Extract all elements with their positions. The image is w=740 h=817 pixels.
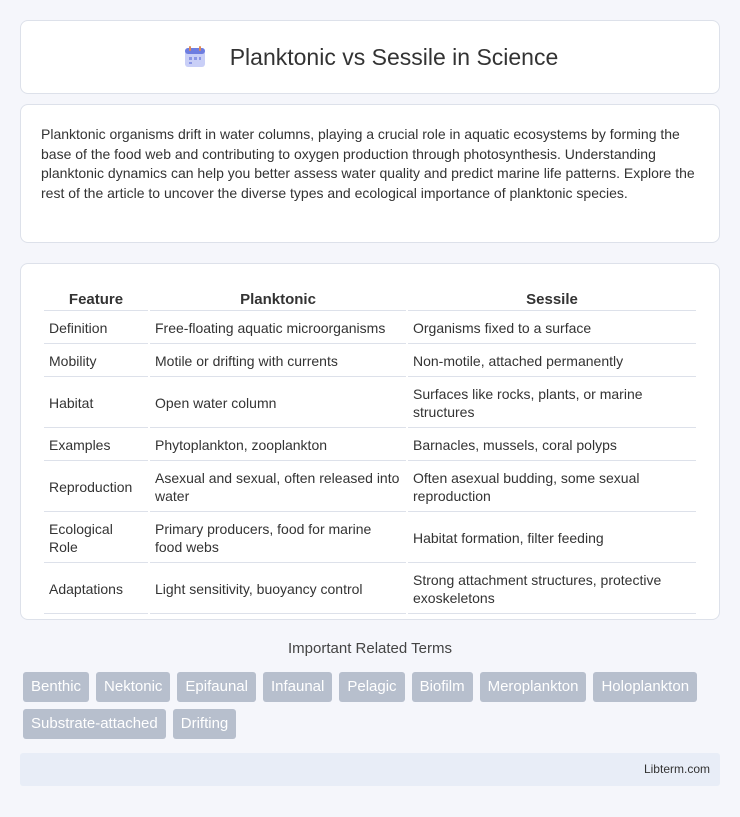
table-cell: Motile or drifting with currents — [150, 346, 406, 377]
table-cell: Often asexual budding, some sexual reproduction — [408, 463, 696, 512]
table-cell: Mobility — [44, 346, 148, 377]
footer-site-link[interactable]: Libterm.com — [643, 762, 710, 776]
table-row — [44, 463, 696, 512]
column-header: Sessile — [408, 286, 696, 311]
intro-section — [20, 104, 720, 243]
page-header — [20, 20, 720, 94]
table-row — [44, 379, 696, 428]
related-terms-title: Important Related Terms — [288, 640, 452, 657]
table-cell: Habitat — [44, 379, 148, 428]
table-cell: Adaptations — [44, 565, 148, 614]
table-cell: Ecological Role — [44, 514, 148, 563]
related-term-tag[interactable]: Drifting — [173, 709, 237, 739]
table-header-row — [44, 286, 696, 311]
column-header: Feature — [44, 286, 148, 311]
table-cell: Strong attachment structures, protective exoskeletons — [408, 565, 696, 614]
table-cell: Examples — [44, 430, 148, 461]
related-term-tag[interactable]: Nektonic — [96, 672, 170, 702]
table-cell: Open water column — [150, 379, 406, 428]
table-cell: Free-floating aquatic microorganisms — [150, 313, 406, 344]
table-cell: Asexual and sexual, often released into water — [150, 463, 406, 512]
table-cell: Reproduction — [44, 463, 148, 512]
intro-text: Planktonic organisms drift in water columns, playing a crucial role in aquatic ecosystems by forming the base of the food web and contributing to oxygen production through photosynthesis. Understanding planktonic dynamics can help you better assess water quality and predict marine life patterns. Explore the rest of the article to uncover the diverse types and ecological importance of planktonic species. — [41, 126, 695, 201]
related-term-tag[interactable]: Meroplankton — [480, 672, 587, 702]
table-cell: Non-motile, attached permanently — [408, 346, 696, 377]
related-term-tag[interactable]: Holoplankton — [593, 672, 697, 702]
related-terms-list — [23, 672, 723, 739]
related-term-tag[interactable]: Substrate-attached — [23, 709, 166, 739]
table-row — [44, 430, 696, 461]
table-row — [44, 313, 696, 344]
related-term-tag[interactable]: Pelagic — [339, 672, 404, 702]
table-row — [44, 346, 696, 377]
table-cell: Definition — [44, 313, 148, 344]
related-term-tag[interactable]: Infaunal — [263, 672, 332, 702]
table-cell: Surfaces like rocks, plants, or marine structures — [408, 379, 696, 428]
footer — [20, 753, 720, 786]
comparison-table-card — [20, 263, 720, 620]
related-term-tag[interactable]: Benthic — [23, 672, 89, 702]
table-cell: Barnacles, mussels, coral polyps — [408, 430, 696, 461]
calendar-icon — [182, 44, 208, 70]
table-row — [44, 514, 696, 563]
table-cell: Organisms fixed to a surface — [408, 313, 696, 344]
column-header: Planktonic — [150, 286, 406, 311]
table-cell: Light sensitivity, buoyancy control — [150, 565, 406, 614]
table-cell: Habitat formation, filter feeding — [408, 514, 696, 563]
table-row — [44, 565, 696, 614]
related-term-tag[interactable]: Epifaunal — [177, 672, 256, 702]
table-cell: Primary producers, food for marine food webs — [150, 514, 406, 563]
related-term-tag[interactable]: Biofilm — [412, 672, 473, 702]
table-cell: Phytoplankton, zooplankton — [150, 430, 406, 461]
comparison-table — [42, 284, 698, 616]
page-title: Planktonic vs Sessile in Science — [229, 43, 559, 70]
